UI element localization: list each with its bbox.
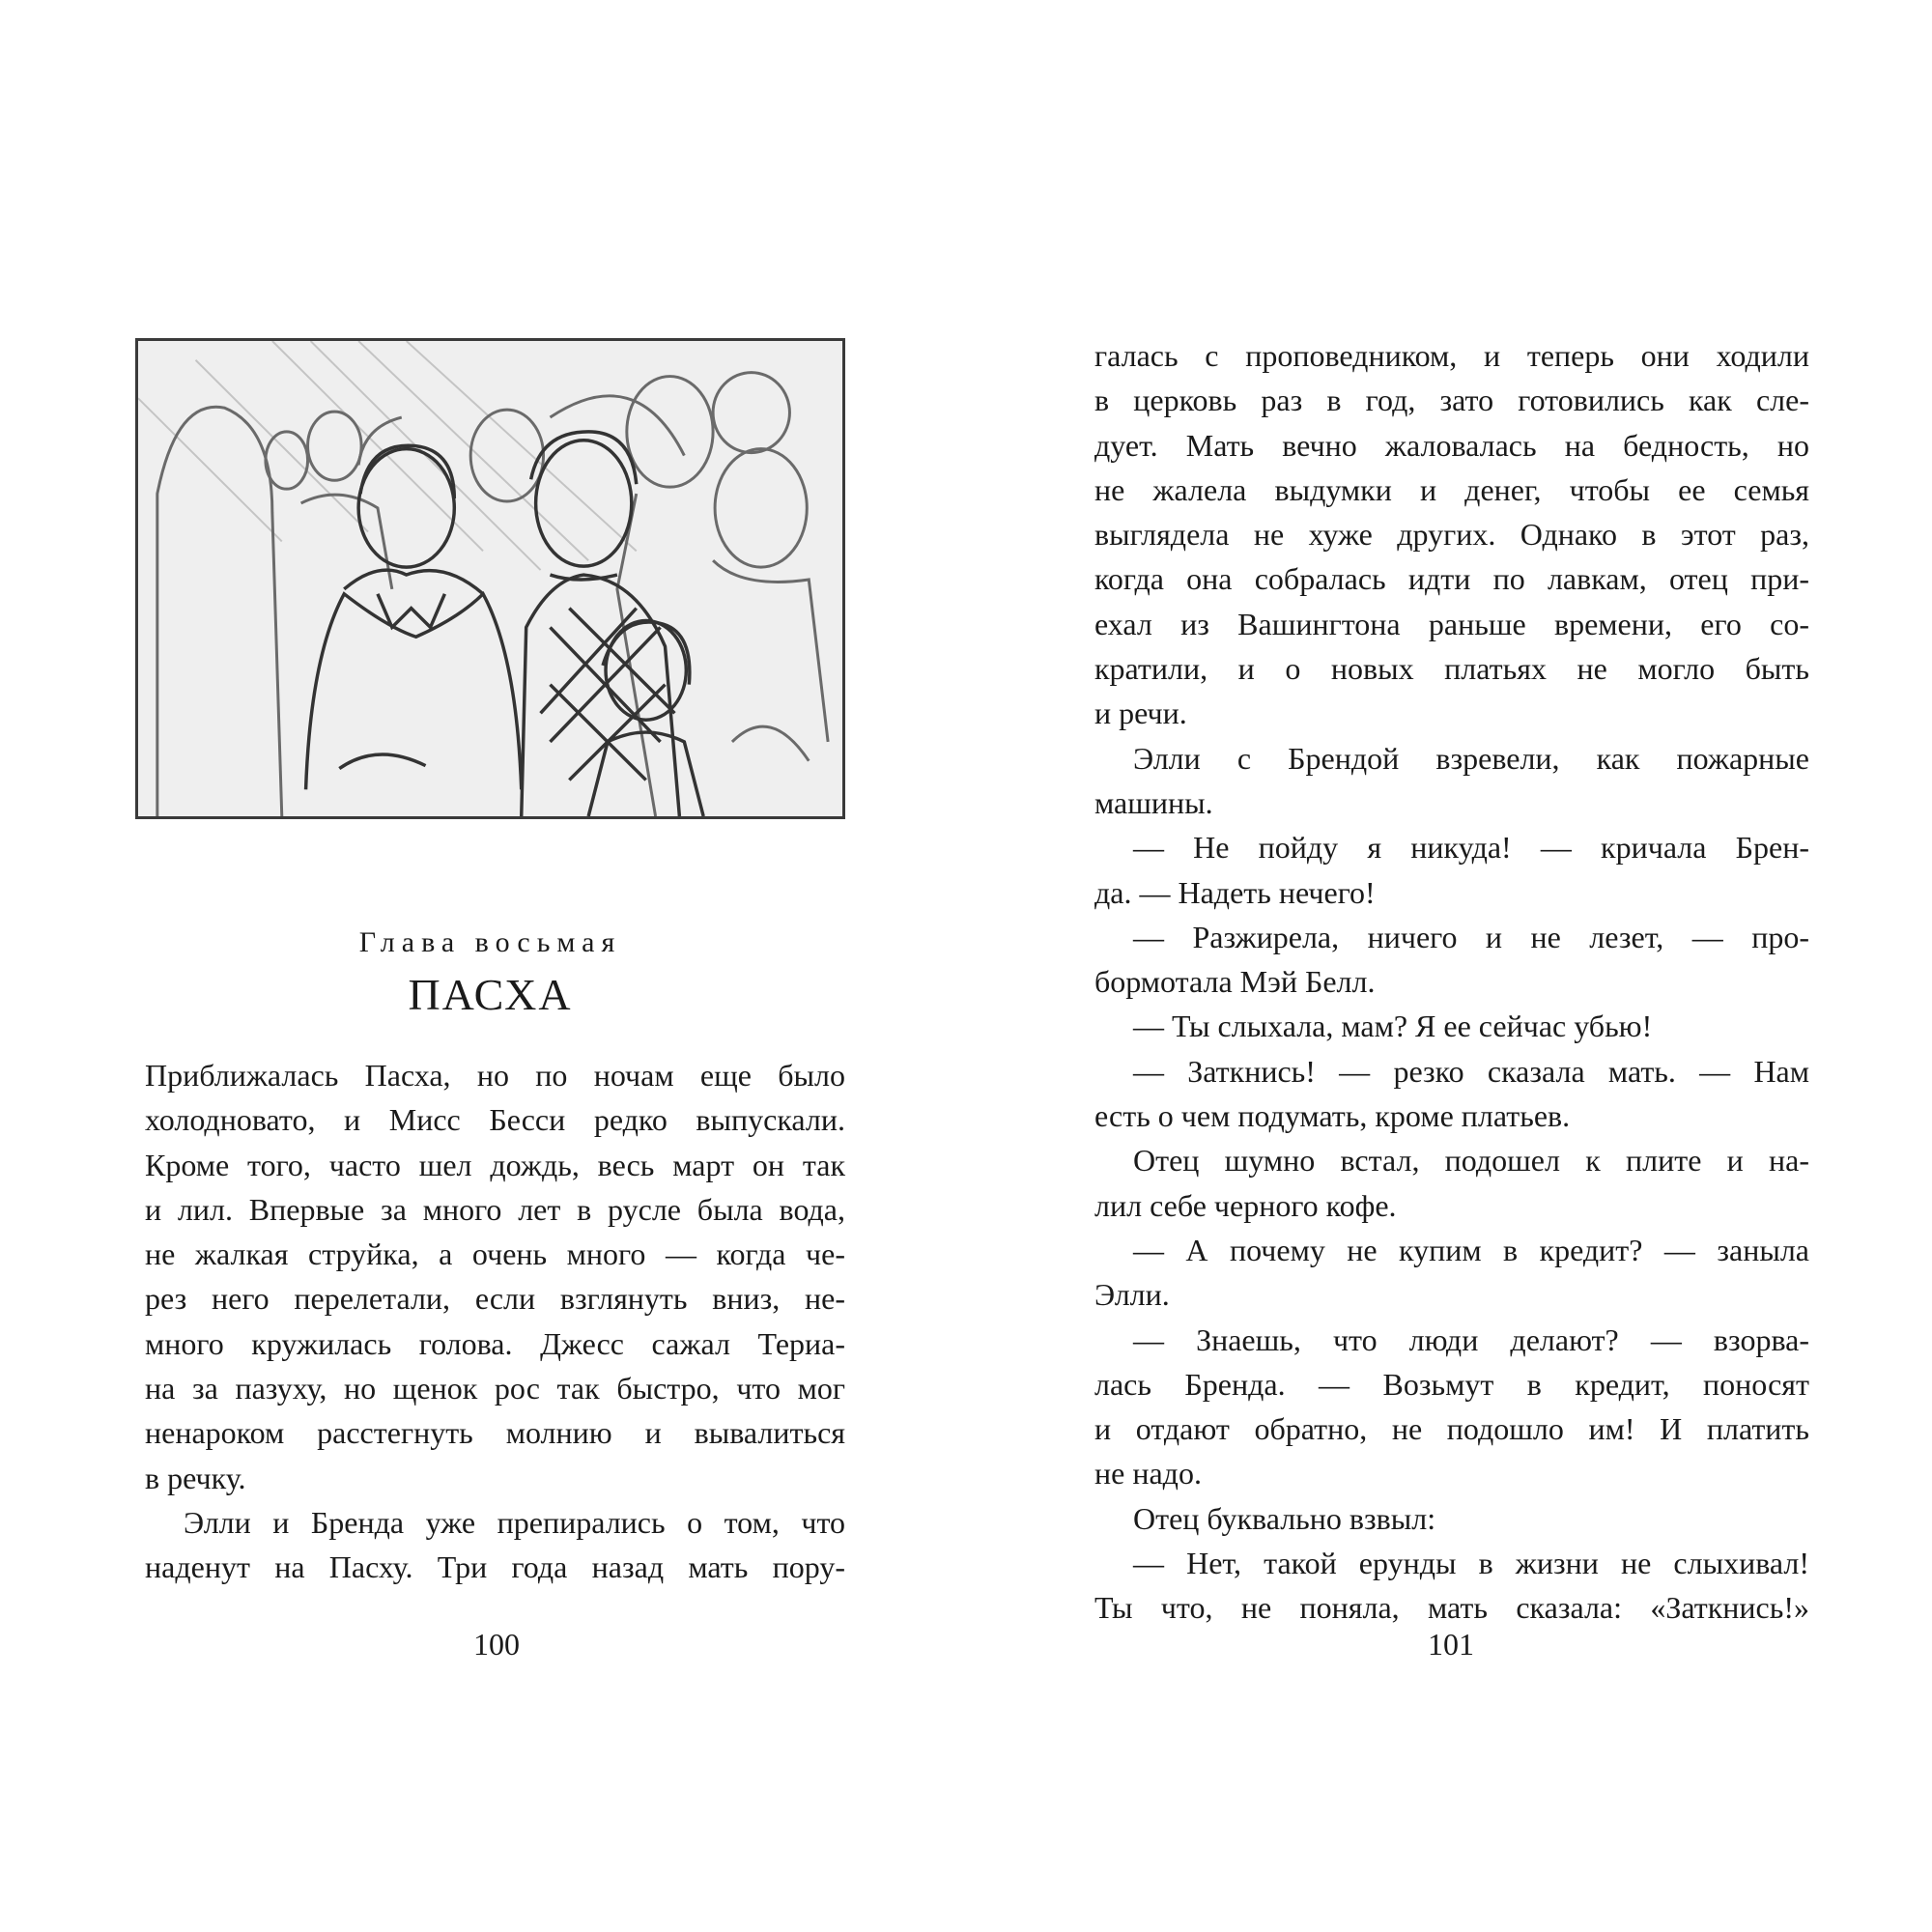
page-number: 100 [473, 1627, 520, 1662]
text-line: когда она собралась идти по лавкам, отец при- [1094, 561, 1809, 597]
text-line: бормотала Мэй Белл. [1094, 964, 1376, 1000]
text-line: наденут на Пасху. Три года назад мать пору- [145, 1549, 845, 1585]
text-line: рез него перелетали, если взглянуть вниз, не- [145, 1281, 845, 1317]
right-page [966, 0, 1932, 1932]
chapter-illustration [135, 338, 845, 819]
text-line: — Разжирела, ничего и не лезет, — про- [1133, 919, 1809, 954]
text-line: — Не пойду я никуда! — кричала Брен- [1133, 830, 1809, 866]
text-line: выглядела не хуже других. Однако в этот раз, [1094, 517, 1809, 553]
text-line: — Знаешь, что люди делают? — взорва- [1133, 1321, 1809, 1357]
text-line: ненароком расстегнуть молнию и вывалиться [145, 1415, 845, 1451]
chapter-title: ПАСХА [408, 970, 573, 1019]
text-line: много кружилась голова. Джесс сажал Териа- [145, 1325, 845, 1361]
text-line: да. — Надеть нечего! [1094, 874, 1376, 910]
chapter-label: Глава восьмая [358, 926, 622, 958]
text-line: Ты что, не поняла, мать сказала: «Заткнись!» [1094, 1590, 1809, 1626]
text-line: Элли с Брендой взревели, как пожарные [1133, 740, 1809, 776]
text-line: холодновато, и Мисс Бесси редко выпускали. [145, 1102, 845, 1138]
text-line: на за пазуху, но щенок рос так быстро, что мог [145, 1371, 845, 1406]
text-line: лась Бренда. — Возьмут в кредит, поносят [1094, 1366, 1809, 1402]
pencil-sketch-image [138, 341, 842, 816]
text-line: Отец шумно встал, подошел к плите и на- [1133, 1143, 1809, 1179]
text-line: и отдают обратно, не подошло им! И платить [1094, 1411, 1809, 1447]
text-line: дует. Мать вечно жаловалась на бедность, но [1094, 427, 1809, 463]
text-line: в церковь раз в год, зато готовились как сле- [1094, 383, 1809, 418]
text-line: Кроме того, часто шел дождь, весь март он так [145, 1147, 845, 1182]
text-line: Элли. [1094, 1277, 1170, 1313]
text-line: лил себе черного кофе. [1094, 1187, 1397, 1223]
text-line: есть о чем подумать, кроме платьев. [1094, 1098, 1571, 1134]
text-line: и речи. [1094, 696, 1187, 731]
text-line: галась с проповедником, и теперь они ходили [1094, 338, 1809, 373]
text-line: — А почему не купим в кредит? — заныла [1133, 1232, 1809, 1267]
text-line: в речку. [145, 1460, 246, 1495]
page-number: 101 [1428, 1627, 1474, 1662]
text-line: не надо. [1094, 1456, 1202, 1492]
text-line: Элли и Бренда уже препирались о том, что [184, 1504, 845, 1540]
right-page-text [1094, 333, 1809, 1631]
left-page-text [145, 1053, 845, 1590]
text-line: — Ты слыхала, мам? Я ее сейчас убью! [1133, 1009, 1653, 1044]
text-line: не жалкая струйка, а очень много — когда че- [145, 1236, 845, 1272]
text-line: кратили, и о новых платьях не могло быть [1094, 651, 1809, 687]
text-line: — Заткнись! — резко сказала мать. — Нам [1133, 1053, 1809, 1089]
text-line: и лил. Впервые за много лет в русле была вода, [145, 1191, 845, 1227]
text-line: ехал из Вашингтона раньше времени, его со- [1094, 606, 1809, 641]
text-line: — Нет, такой ерунды в жизни не слыхивал! [1133, 1546, 1809, 1581]
text-line: машины. [1094, 784, 1213, 820]
text-line: Приближалась Пасха, но по ночам еще было [145, 1058, 845, 1093]
text-line: не жалела выдумки и денег, чтобы ее семья [1094, 471, 1809, 507]
text-line: Отец буквально взвыл: [1133, 1500, 1436, 1536]
